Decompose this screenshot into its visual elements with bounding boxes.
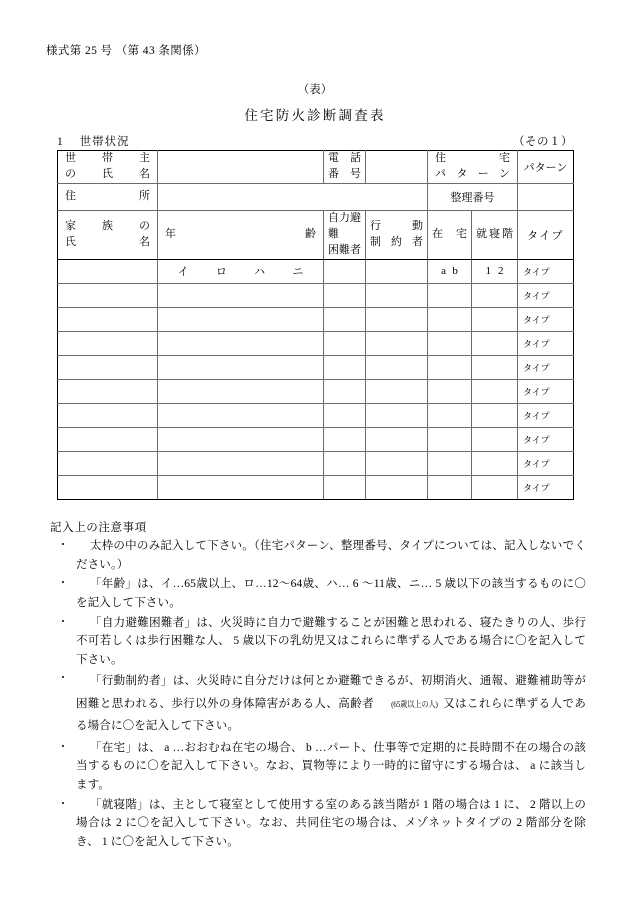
note-bullet: ・ — [57, 539, 69, 551]
omote-label: （表） — [297, 84, 333, 96]
cell-family-name[interactable] — [58, 259, 158, 283]
form-number: 様式第 25 号 （第 43 条関係） — [46, 45, 206, 57]
cell-sleeping-floor[interactable] — [472, 475, 518, 499]
column-header-at-home: 在宅 — [428, 211, 472, 260]
household-head-value[interactable] — [158, 151, 324, 184]
household-table-wrapper — [57, 150, 573, 500]
table-row — [58, 283, 574, 307]
phone-value[interactable] — [366, 151, 428, 184]
cell-sleeping-floor[interactable] — [472, 307, 518, 331]
cell-self-evacuation[interactable] — [324, 355, 366, 379]
note-text: 「年齢」は、イ…65歳以上、ロ…12〜64歳、ハ… 6 〜11歳、ニ… 5 歳以下の該当するものに〇を記入して下さい。 — [76, 578, 586, 609]
column-header-family-name: 家族の 氏名 — [58, 211, 158, 260]
cell-at-home[interactable] — [428, 307, 472, 331]
note-item — [50, 575, 586, 612]
cell-action-restriction[interactable] — [366, 283, 428, 307]
address-label: 住所 — [58, 184, 158, 211]
cell-sleeping-floor[interactable] — [472, 379, 518, 403]
cell-family-name[interactable] — [58, 427, 158, 451]
table-row — [58, 355, 574, 379]
cell-age[interactable] — [158, 283, 324, 307]
age-option-list — [158, 263, 323, 279]
cell-age[interactable] — [158, 379, 324, 403]
cell-self-evacuation[interactable] — [324, 403, 366, 427]
page-title: 住宅防火診断調査表 — [244, 108, 386, 123]
cell-age[interactable] — [158, 331, 324, 355]
cell-family-name[interactable] — [58, 307, 158, 331]
table-row-address — [58, 184, 574, 211]
cell-age[interactable] — [158, 451, 324, 475]
cell-self-evacuation[interactable] — [324, 427, 366, 451]
cell-at-home[interactable] — [428, 451, 472, 475]
cell-action-restriction[interactable] — [366, 331, 428, 355]
sleeping-floor-option[interactable]: 2 — [498, 265, 504, 278]
table-row — [58, 307, 574, 331]
cell-age[interactable] — [158, 403, 324, 427]
note-bullet: ・ — [57, 577, 69, 590]
cell-type — [518, 283, 574, 307]
sheet-number: （その１） — [513, 136, 573, 148]
note-item — [50, 537, 586, 574]
cell-age[interactable] — [158, 307, 324, 331]
type-placeholder-text: タイプ — [523, 435, 550, 446]
household-head-label: 世帯主 の氏名 — [58, 151, 158, 184]
sleeping-floor-option[interactable]: 1 — [485, 265, 491, 278]
table-row — [58, 475, 574, 499]
house-pattern-label: 住宅 パターン — [428, 151, 518, 184]
note-item — [50, 670, 586, 737]
note-text: 「就寝階」は、主として寝室として使用する室のある該当階が 1 階の場合は 1 に、 2 階以上の場合は 2 に〇を記入して下さい。なお、共同住宅の場合は、メゾネットタイプの 2 階部分を除き、 1 に〇を記入して下さい。 — [76, 798, 586, 848]
cell-age[interactable] — [158, 427, 324, 451]
note-text: 太枠の中のみ記入して下さい。（住宅パターン、整理番号、タイプについては、記入しないでください。） — [76, 540, 586, 571]
cell-at-home[interactable] — [428, 283, 472, 307]
cell-family-name[interactable] — [58, 283, 158, 307]
cell-self-evacuation[interactable] — [324, 283, 366, 307]
at-home-option[interactable]: a — [441, 265, 447, 278]
cell-family-name[interactable] — [58, 475, 158, 499]
phone-label: 電話 番号 — [324, 151, 366, 184]
cell-self-evacuation[interactable] — [324, 451, 366, 475]
at-home-option[interactable]: b — [452, 265, 458, 278]
sleeping-floor-option-list — [472, 265, 517, 277]
section-label: 世帯状況 — [79, 136, 130, 148]
cell-self-evacuation[interactable] — [324, 475, 366, 499]
cell-type — [518, 307, 574, 331]
column-header-action-restriction: 行動 制約者 — [366, 211, 428, 260]
cell-type — [518, 427, 574, 451]
cell-sleeping-floor[interactable] — [472, 427, 518, 451]
type-placeholder-text: タイプ — [523, 411, 550, 422]
cell-at-home[interactable] — [428, 355, 472, 379]
cell-action-restriction[interactable] — [366, 427, 428, 451]
seiri-value — [518, 184, 574, 211]
cell-age[interactable] — [158, 475, 324, 499]
note-item — [50, 614, 586, 670]
cell-action-restriction[interactable] — [366, 259, 428, 283]
cell-self-evacuation[interactable] — [324, 307, 366, 331]
notes-section — [50, 519, 586, 852]
cell-type — [518, 475, 574, 499]
cell-type — [518, 379, 574, 403]
cell-self-evacuation[interactable] — [324, 331, 366, 355]
cell-self-evacuation[interactable] — [324, 259, 366, 283]
section-heading — [57, 133, 573, 149]
cell-sleeping-floor[interactable] — [472, 451, 518, 475]
cell-action-restriction[interactable] — [366, 379, 428, 403]
cell-age[interactable] — [158, 259, 324, 283]
cell-sleeping-floor[interactable] — [472, 283, 518, 307]
type-placeholder-text: タイプ — [523, 291, 550, 302]
cell-at-home[interactable] — [428, 259, 472, 283]
table-row-household-head — [58, 151, 574, 184]
column-header-type: タイプ — [518, 211, 574, 260]
table-row — [58, 331, 574, 355]
pattern-header: パターン — [518, 151, 574, 184]
cell-family-name[interactable] — [58, 379, 158, 403]
table-row — [58, 259, 574, 283]
note-bullet: ・ — [57, 740, 69, 753]
cell-sleeping-floor[interactable] — [472, 355, 518, 379]
at-home-option-list — [428, 265, 471, 277]
cell-self-evacuation[interactable] — [324, 379, 366, 403]
note-text: 「在宅」は、 a …おおむね在宅の場合、 b …パート、仕事等で定期的に長時間不在の場合の該当するものに〇を記入して下さい。なお、買物等により一時的に留守にする場合は、 a に該当します。 — [76, 741, 586, 791]
cell-family-name[interactable] — [58, 451, 158, 475]
age-option[interactable]: イ — [177, 266, 189, 279]
table-body — [58, 259, 574, 499]
note-bullet: ・ — [57, 672, 69, 685]
cell-type — [518, 355, 574, 379]
column-header-self-evacuation: 自力避難 困難者 — [324, 211, 366, 260]
table-row — [58, 451, 574, 475]
note-inline-annotation: (65歳以上の人) — [391, 698, 438, 709]
cell-sleeping-floor[interactable] — [472, 331, 518, 355]
notes-title: 記入上の注意事項 — [50, 522, 147, 534]
cell-sleeping-floor[interactable] — [472, 403, 518, 427]
cell-sleeping-floor[interactable] — [472, 259, 518, 283]
cell-at-home[interactable] — [428, 331, 472, 355]
cell-action-restriction[interactable] — [366, 403, 428, 427]
table-row — [58, 427, 574, 451]
cell-action-restriction[interactable] — [366, 451, 428, 475]
note-text: 「自力避難困難者」は、火災時に自力で避難することが困難と思われる、寝たきりの人、歩行不可若しくは歩行困難な人、 5 歳以下の乳幼児又はこれらに準ずる人である場合に〇を記入して下さい。 — [76, 616, 586, 666]
cell-action-restriction[interactable] — [366, 307, 428, 331]
type-placeholder-text: タイプ — [523, 267, 550, 278]
column-header-age: 年齢 — [158, 211, 324, 260]
cell-action-restriction[interactable] — [366, 355, 428, 379]
address-value[interactable] — [158, 184, 428, 211]
age-option[interactable]: ハ — [254, 266, 266, 279]
cell-type — [518, 451, 574, 475]
cell-family-name[interactable] — [58, 355, 158, 379]
cell-at-home[interactable] — [428, 475, 472, 499]
cell-type — [518, 403, 574, 427]
type-placeholder-text: タイプ — [523, 315, 550, 326]
note-bullet: ・ — [57, 615, 69, 628]
note-item — [50, 796, 586, 852]
age-option[interactable]: ロ — [215, 266, 227, 279]
cell-action-restriction[interactable] — [366, 475, 428, 499]
cell-type — [518, 331, 574, 355]
cell-age[interactable] — [158, 355, 324, 379]
type-placeholder-text: タイプ — [523, 483, 550, 494]
type-placeholder-text: タイプ — [523, 363, 550, 374]
cell-at-home[interactable] — [428, 427, 472, 451]
section-number: 1 — [57, 136, 63, 148]
cell-family-name[interactable] — [58, 331, 158, 355]
type-placeholder-text: タイプ — [523, 387, 550, 398]
cell-family-name[interactable] — [58, 403, 158, 427]
age-option[interactable]: ニ — [292, 266, 304, 279]
notes-list — [50, 537, 586, 851]
cell-at-home[interactable] — [428, 403, 472, 427]
cell-type — [518, 259, 574, 283]
seiri-label: 整理番号 — [428, 184, 518, 211]
type-placeholder-text: タイプ — [523, 339, 550, 350]
type-placeholder-text: タイプ — [523, 459, 550, 470]
table-row — [58, 379, 574, 403]
note-text: 「行動制約者」は、火災時に自分だけは何とか避難できるが、初期消火、通報、避難補助等が困難と思われる、歩行以外の身体障害がある人、高齢者 (65歳以上の人) 又はこれらに準ずる人である場合に〇を記入して下さい。 — [76, 675, 586, 733]
household-table — [57, 150, 574, 500]
table-row — [58, 403, 574, 427]
cell-at-home[interactable] — [428, 379, 472, 403]
column-header-sleeping-floor: 就寝階 — [472, 211, 518, 260]
note-item — [50, 739, 586, 795]
table-header-row — [58, 211, 574, 260]
note-bullet: ・ — [57, 797, 69, 810]
